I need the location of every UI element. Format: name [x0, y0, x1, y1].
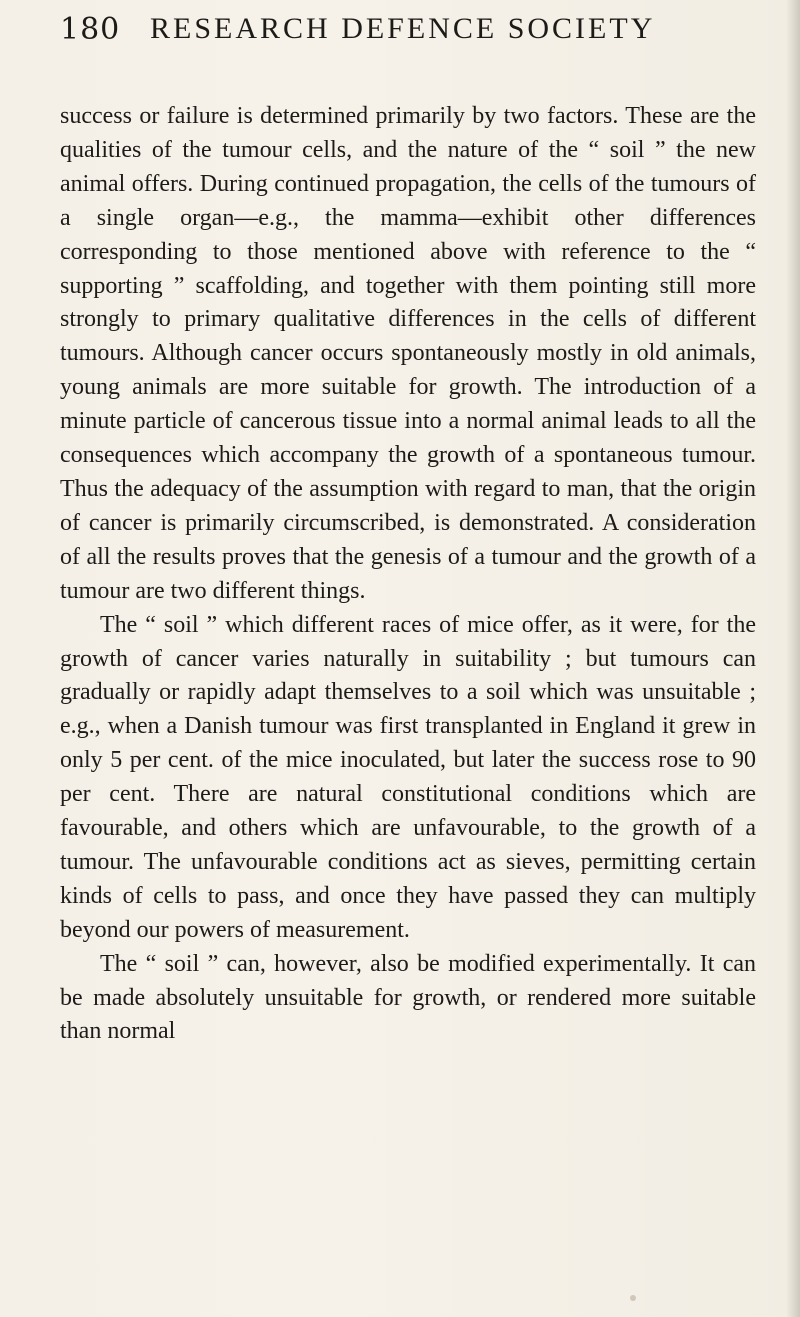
- running-head: [60, 2, 750, 62]
- body-text: [60, 100, 756, 1049]
- paragraph-continued: success or failure is determined primarily by two factors. These are the qualities of the tumour cells, and the nature of the “ soil ” the new animal offers. During continued propagation, the cells of the tumours of a single organ—e.g., the mamma—exhibit other differences corresponding to those mentioned above with reference to the “ supporting ” scaffolding, and together with them pointing still more strongly to primary qualitative differences in the cells of different tumours. Although cancer occurs spontaneously mostly in old animals, young animals are more suitable for growth. The introduction of a minute particle of cancerous tissue into a normal animal leads to all the consequences which accompany the growth of a spontaneous tumour. Thus the adequacy of the assumption with regard to man, that the origin of cancer is primarily circumscribed, is demonstrated. A consideration of all the results proves that the genesis of a tumour and the growth of a tumour are two different things.: [60, 103, 756, 604]
- page-number: 180: [60, 12, 121, 47]
- page-edge-shadow: [786, 0, 800, 1317]
- paragraph-soil-races: The “ soil ” which different races of mice offer, as it were, for the growth of cancer varies naturally in suitability ; but tumours can gradually or rapidly adapt themselves to a soil which was unsuitable ; e.g., when a Danish tumour was first transplanted in England it grew in only 5 per cent. of the mice inoculated, but later the success rose to 90 per cent. There are natural constitutional conditions which are favourable, and others which are unfavourable, to the growth of a tumour. The unfavourable conditions act as sieves, permitting certain kinds of cells to pass, and once they have passed they can multiply beyond our powers of measurement.: [60, 611, 756, 943]
- paper-speck: [630, 1295, 636, 1301]
- paragraph-soil-modified: The “ soil ” can, however, also be modified experimentally. It can be made absolutely unsuitable for growth, or rendered more suitable than normal: [60, 950, 756, 1045]
- running-title: RESEARCH DEFENCE SOCIETY: [150, 12, 656, 45]
